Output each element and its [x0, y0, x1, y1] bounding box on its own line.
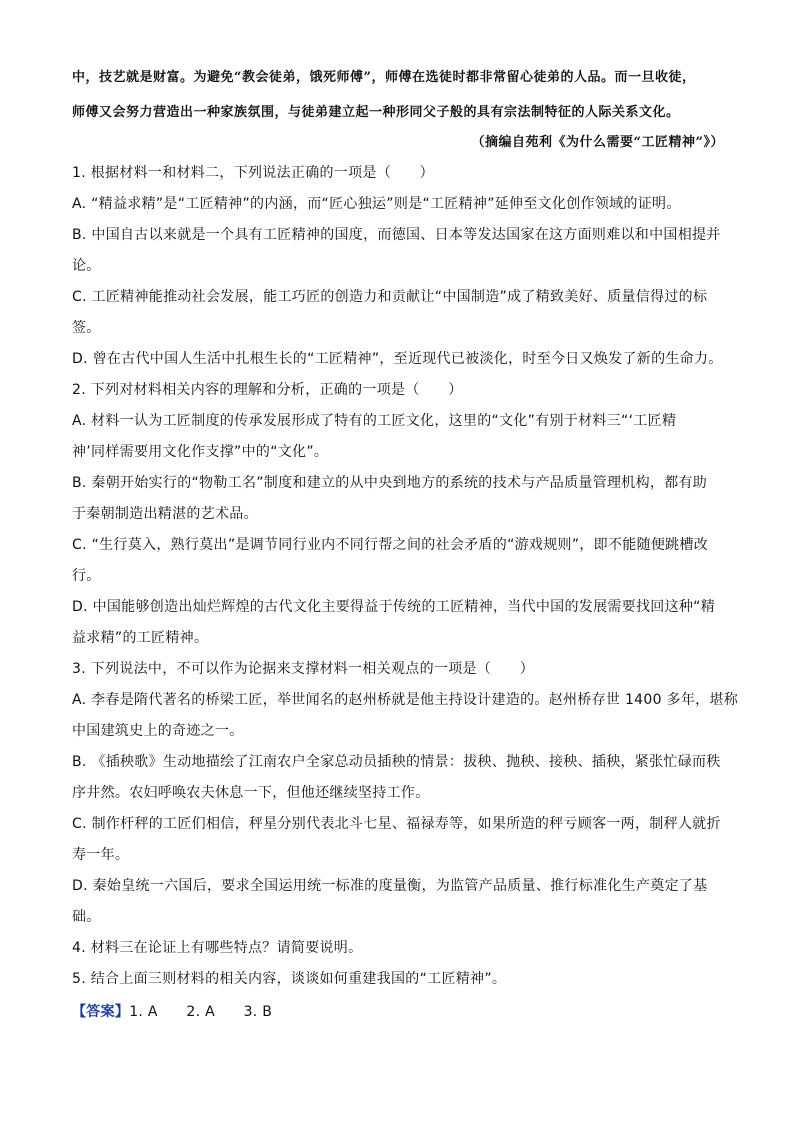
question-3-option-b-cont: 序井然。农妇呼唤农夫休息一下，但他还继续坚持工作。 [72, 785, 430, 801]
question-4-stem: 4. 材料三在论证上有哪些特点？请简要说明。 [72, 940, 363, 956]
question-2-option-d: D. 中国能够创造出灿烂辉煌的古代文化主要得益于传统的工匠精神，当代中国的发展需要找回这种“精 [72, 599, 716, 615]
question-1-option-a: A. “精益求精”是“工匠精神”的内涵，而“匠心独运”则是“工匠精神”延伸至文化创作领域的证明。 [72, 196, 681, 212]
question-1-option-c-cont: 签。 [72, 320, 101, 336]
passage-source: （摘编自苑利《为什么需要“工匠精神”》） [471, 135, 724, 150]
answer-tag: 【答案】 [72, 1004, 130, 1020]
question-2-option-a: A. 材料一认为工匠制度的传承发展形成了特有的工匠文化，这里的“文化”有别于材料三“‘工匠精 [72, 413, 677, 429]
question-1-option-d: D. 曾在古代中国人生活中扎根生长的“工匠精神”，至近现代已被淡化，时至今日又焕发了新的生命力。 [72, 351, 723, 367]
question-2-stem: 2. 下列对材料相关内容的理解和分析，正确的一项是（ ） [72, 382, 463, 398]
question-3-option-d-cont: 础。 [72, 909, 101, 925]
question-3-option-a-cont: 中国建筑史上的奇迹之一。 [72, 723, 244, 739]
answer-line [72, 1001, 272, 1021]
question-2-option-c: C. “生行莫入，熟行莫出”是调节同行业内不同行帮之间的社会矛盾的“游戏规则”，即不能随便跳槽改 [72, 537, 709, 553]
question-2-option-c-cont: 行。 [72, 568, 101, 584]
passage-line-1: 中，技艺就是财富。为避免“教会徒弟，饿死师傅”，师傅在选徒时都非常留心徒弟的人品。而一旦收徒， [72, 70, 696, 85]
question-3-option-c: C. 制作杆秤的工匠们相信，秤星分别代表北斗七星、福禄寿等，如果所造的秤亏顾客一两，制秤人就折 [72, 816, 721, 832]
question-2-option-a-cont: 神’同样需要用文化作支撑”中的“文化”。 [72, 444, 329, 460]
question-1-option-b-cont: 论。 [72, 258, 101, 274]
question-1-option-b: B. 中国自古以来就是一个具有工匠精神的国度，而德国、日本等发达国家在这方面则难以和中国相提并 [72, 227, 721, 243]
question-2-option-b-cont: 于秦朝制造出精湛的艺术品。 [72, 506, 258, 522]
question-3-option-c-cont: 寿一年。 [72, 847, 130, 863]
question-1-stem: 1. 根据材料一和材料二，下列说法正确的一项是（ ） [72, 165, 434, 181]
question-3-option-b: B. 《插秧歌》生动地描绘了江南农户全家总动员插秧的情景：拔秧、抛秧、接秧、插秧，紧张忙碌而秩 [72, 754, 721, 770]
question-2-option-d-cont: 益求精”的工匠精神。 [72, 630, 209, 646]
question-5-stem: 5. 结合上面三则材料的相关内容，谈谈如何重建我国的“工匠精神”。 [72, 971, 507, 987]
question-3-stem: 3. 下列说法中，不可以作为论据来支撑材料一相关观点的一项是（ ） [72, 661, 535, 677]
question-2-option-b: B. 秦朝开始实行的“物勒工名”制度和建立的从中央到地方的系统的技术与产品质量管理机构，都有助 [72, 475, 708, 491]
question-1-option-c: C. 工匠精神能推动社会发展，能工巧匠的创造力和贡献让“中国制造”成了精致美好、质量信得过的标 [72, 289, 708, 305]
passage-line-2: 师傅又会努力营造出一种家族氛围，与徒弟建立起一种形同父子般的具有宗法制特征的人际关系文化。 [72, 105, 680, 120]
question-3-option-a: A. 李春是隋代著名的桥梁工匠，举世闻名的赵州桥就是他主持设计建造的。赵州桥存世 1400 多年，堪称 [72, 692, 739, 708]
question-3-option-d: D. 秦始皇统一六国后，要求全国运用统一标准的度量衡，为监管产品质量、推行标准化生产奠定了基 [72, 878, 708, 894]
answer-text: 1. A 2. A 3. B [129, 1004, 273, 1020]
